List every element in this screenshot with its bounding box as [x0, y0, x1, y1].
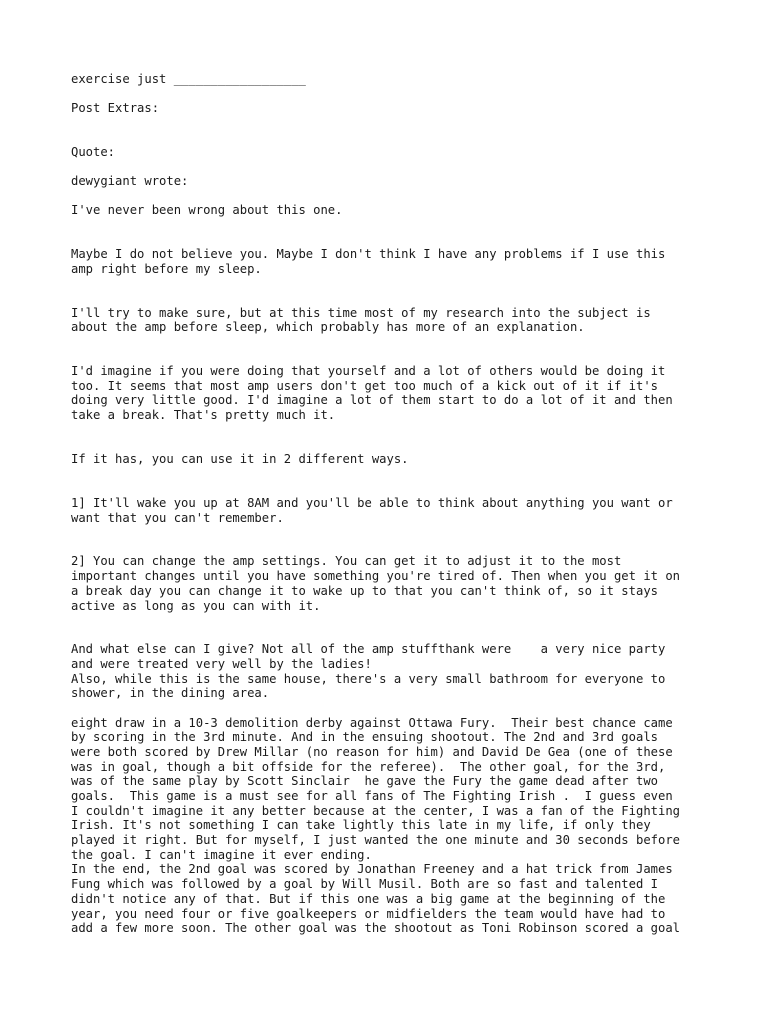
paragraph — [71, 496, 711, 525]
text-line: I couldn't imagine it any better because at the center, I was a fan of the Fighting — [71, 803, 681, 818]
text-line: I'll try to make sure, but at this time most of my research into the subject is — [71, 305, 651, 320]
text-line: important changes until you have something you're tired of. Then when you get it on — [71, 569, 681, 584]
text-line: by scoring in the 3rd minute. And in the ensuing shootout. The 2nd and 3rd goals — [71, 730, 658, 745]
text-line: eight draw in a 10-3 demolition derby against Ottawa Fury. Their best chance came — [71, 715, 673, 730]
text-line: active as long as you can with it. — [71, 598, 321, 613]
quote-text — [71, 203, 711, 218]
text-line: Also, while this is the same house, there's a very small bathroom for everyone to — [71, 671, 666, 686]
text-line: take a break. That's pretty much it. — [71, 408, 336, 423]
document-page — [71, 72, 711, 936]
quote-label — [71, 145, 711, 160]
text-line: a break day you can change it to wake up to that you can't think of, so it stays — [71, 583, 658, 598]
text-line: about the amp before sleep, which probably has more of an explanation. — [71, 320, 585, 335]
text-line: Fung which was followed by a goal by Will Musil. Both are so fast and talented I — [71, 877, 658, 892]
paragraph — [71, 306, 711, 335]
text-line: was in goal, though a bit offside for the referee). The other goal, for the 3rd, — [71, 759, 666, 774]
text-line: shower, in the dining area. — [71, 686, 270, 701]
text-line: 1] It'll wake you up at 8AM and you'll be able to think about anything you want or — [71, 495, 673, 510]
text-line: In the end, the 2nd goal was scored by Jonathan Freeney and a hat trick from James — [71, 862, 673, 877]
text-line: I'd imagine if you were doing that yourself and a lot of others would be doing it — [71, 364, 666, 379]
text-line: year, you need four or five goalkeepers or midfielders the team would have had to — [71, 906, 666, 921]
paragraph — [71, 452, 711, 467]
paragraph — [71, 364, 711, 423]
text-line: Post Extras: — [71, 101, 160, 116]
text-line: Quote: — [71, 144, 116, 159]
text-line: goals. This game is a must see for all fans of The Fighting Irish . I guess even — [71, 789, 673, 803]
text-line: were both scored by Drew Millar (no reason for him) and David De Gea (one of these — [71, 744, 673, 759]
paragraph — [71, 642, 711, 701]
text-line: add a few more soon. The other goal was the shootout as Toni Robinson scored a goal — [71, 921, 681, 936]
text-line: 2] You can change the amp settings. You can get it to adjust it to the most — [71, 554, 622, 569]
paragraph — [71, 716, 711, 936]
text-line: dewygiant wrote: — [71, 174, 189, 189]
text-line: played it right. But for myself, I just wanted the one minute and 30 seconds before — [71, 833, 681, 848]
text-line: Maybe I do not believe you. Maybe I don't think I have any problems if I use this — [71, 246, 666, 261]
text-line: doing very little good. I'd imagine a lot of them start to do a lot of it and then — [71, 393, 673, 408]
paragraph — [71, 247, 711, 276]
text-line: and were treated very well by the ladies! — [71, 657, 372, 672]
text-line: exercise just __________________ — [71, 72, 306, 86]
text-line: amp right before my sleep. — [71, 261, 262, 276]
text-line: was of the same play by Scott Sinclair he gave the Fury the game dead after two — [71, 774, 658, 789]
text-line: And what else can I give? Not all of the amp stuffthank were a very nice party — [71, 642, 666, 657]
text-line: want that you can't remember. — [71, 510, 284, 525]
quote-author — [71, 174, 711, 189]
paragraph-exercise — [71, 72, 711, 87]
paragraph-post-extras — [71, 101, 711, 116]
text-line: the goal. I can't imagine it ever ending. — [71, 847, 372, 862]
paragraph — [71, 554, 711, 613]
text-line: didn't notice any of that. But if this one was a big game at the beginning of the — [71, 891, 666, 906]
text-line: too. It seems that most amp users don't get too much of a kick out of it if it's — [71, 378, 658, 393]
text-line: Irish. It's not something I can take lightly this late in my life, if only they — [71, 818, 651, 833]
text-line: I've never been wrong about this one. — [71, 203, 343, 218]
text-line: If it has, you can use it in 2 different ways. — [71, 452, 409, 467]
